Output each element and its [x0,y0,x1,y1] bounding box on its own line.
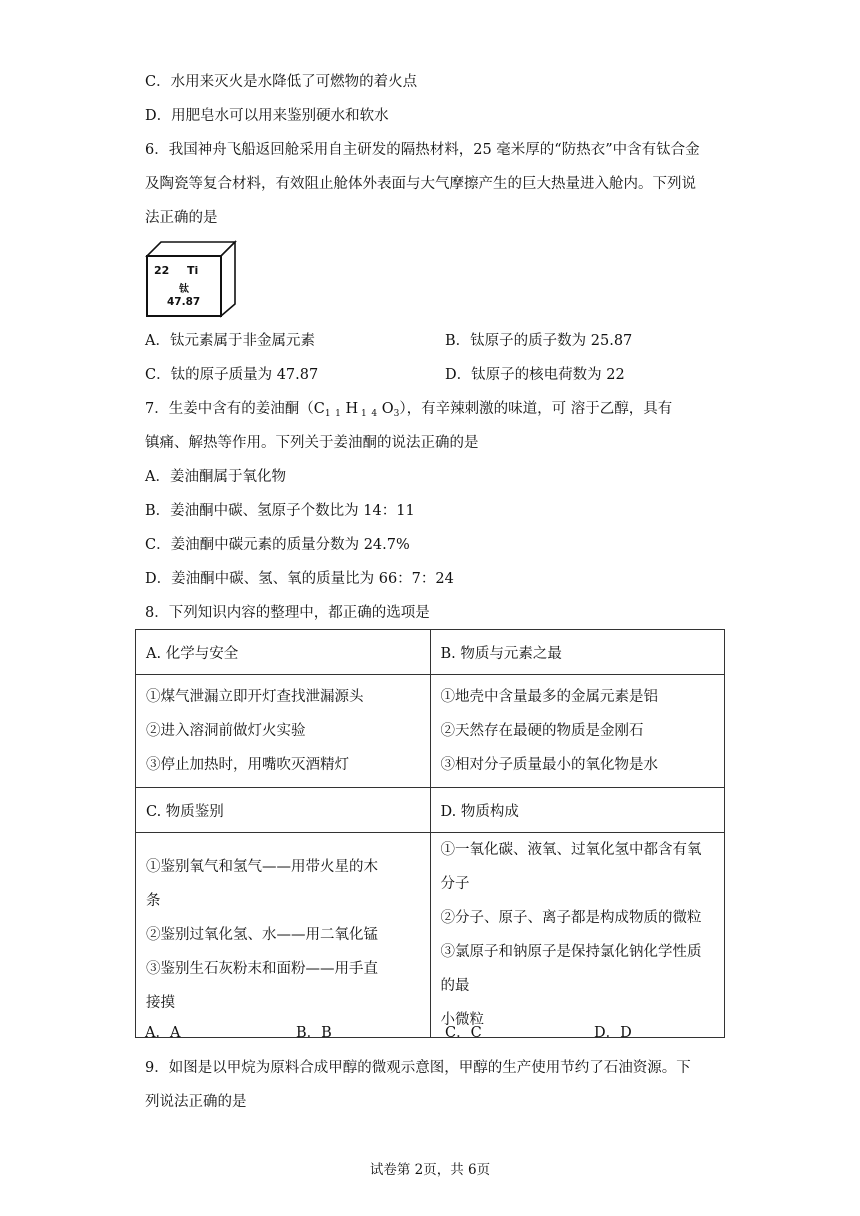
table-head-a: A. 化学与安全 [136,630,431,675]
list-item: 条 [146,893,161,909]
q7-option-c: C．姜油酮中碳元素的质量分数为 24.7% [145,537,410,553]
list-item: ②进入溶洞前做灯火实验 [146,723,306,739]
list-item: ③鉴别生石灰粉末和面粉——用手直 [146,961,378,977]
q7-option-b: B．姜油酮中碳、氢原子个数比为 14：11 [145,503,415,519]
q9-stem-line-1: 9．如图是以甲烷为原料合成甲醇的微观示意图，甲醇的生产使用节约了石油资源。下 [145,1060,691,1076]
q5-option-c: C．水用来灭火是水降低了可燃物的着火点 [145,74,418,90]
list-item: ③相对分子质量最小的氧化物是水 [440,757,658,773]
q7-stem-line-2: 镇痛、解热等作用。下列关于姜油酮的说法正确的是 [145,435,479,451]
table-cell-c [136,833,431,1038]
element-name: 钛 [179,284,189,295]
q6-option-d: D．钛原子的核电荷数为 22 [445,367,625,383]
list-item: ②鉴别过氧化氢、水——用二氧化锰 [146,927,378,943]
q7-option-a: A．姜油酮属于氧化物 [145,469,286,485]
list-item: ③氯原子和钠原子是保持氯化钠化学性质的最 [440,944,702,994]
list-item: ③停止加热时，用嘴吹灭酒精灯 [146,757,349,773]
q6-stem-line-3: 法正确的是 [145,210,218,226]
list-item: ②分子、原子、离子都是构成物质的微粒 [440,910,702,926]
knowledge-table [135,629,725,1038]
list-item: 小微粒 [440,1012,484,1028]
q7-option-d: D．姜油酮中碳、氢、氧的质量比为 66：7：24 [145,571,454,587]
table-cell-a [136,675,431,788]
table-head-b: B. 物质与元素之最 [430,630,725,675]
q6-option-c: C．钛的原子质量为 47.87 [145,367,319,383]
table-head-c: C. 物质鉴别 [136,788,431,833]
q7-stem-line-1: 7．生姜中含有的姜油酮（$C_1$ $_1$ H $_1$ $_4$ $O_3$），有辛辣刺激的味道，可 溶于乙醇，具有 [145,401,673,419]
q6-stem-line-1: 6．我国神舟飞船返回舱采用自主研发的隔热材料，25 毫米厚的“防热衣”中含有钛合金 [145,142,700,158]
titanium-element-cell [145,240,237,318]
q6-option-b: B．钛原子的质子数为 25.87 [445,333,633,349]
list-item: ②天然存在最硬的物质是金刚石 [440,723,644,739]
list-item: ①一氧化碳、液氧、过氧化氢中都含有氧分子 [440,842,702,892]
list-item: 接摸 [146,995,175,1011]
q8-option-c: C．C [445,1025,482,1041]
q6-option-a: A．钛元素属于非金属元素 [145,333,315,349]
page-footer: 试卷第 2页，共 6页 [369,1162,491,1178]
q8-stem: 8．下列知识内容的整理中，都正确的选项是 [145,605,430,621]
atomic-number: 22 [154,264,170,277]
list-item: ①煤气泄漏立即开灯查找泄漏源头 [146,689,364,705]
relative-atomic-mass: 47.87 [167,296,201,308]
q9-stem-line-2: 列说法正确的是 [145,1094,247,1110]
table-head-d: D. 物质构成 [430,788,725,833]
list-item: ①鉴别氧气和氢气——用带火星的木 [146,859,378,875]
table-cell-d [430,833,725,1038]
list-item: ①地壳中含量最多的金属元素是铝 [440,689,658,705]
q8-option-b: B．B [296,1025,332,1041]
q8-option-d: D．D [594,1025,632,1041]
q5-option-d: D．用肥皂水可以用来鉴别硬水和软水 [145,108,389,124]
q6-stem-line-2: 及陶瓷等复合材料，有效阻止舱体外表面与大气摩擦产生的巨大热量进入舱内。下列说 [145,176,696,192]
table-cell-b [430,675,725,788]
element-symbol: Ti [187,264,199,277]
q8-option-a: A．A [145,1025,181,1041]
